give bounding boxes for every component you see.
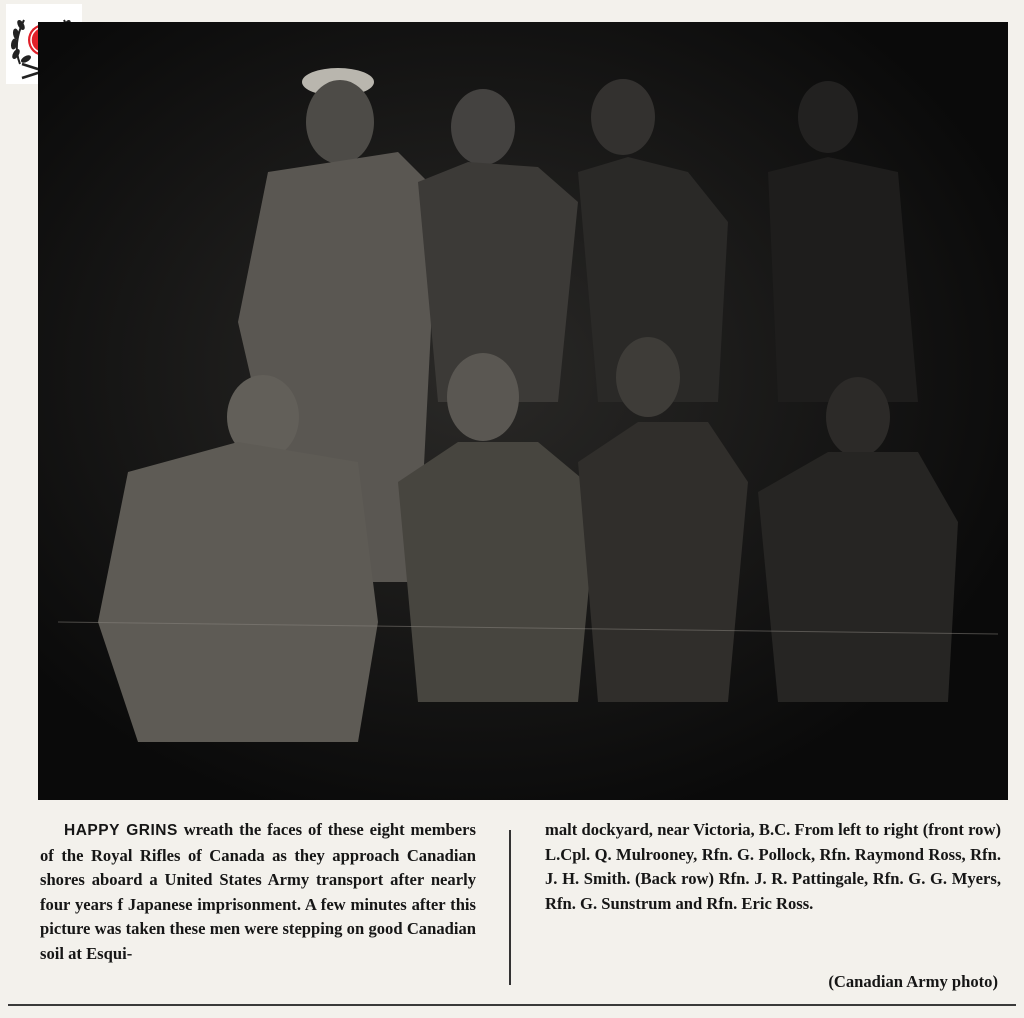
caption-right-column [545, 818, 1001, 916]
caption-left-column [40, 818, 476, 967]
photo-credit: (Canadian Army photo) [828, 972, 998, 991]
caption-right-text: malt dockyard, near Victoria, B.C. From left to right (front row) L.Cpl. Q. Mulrooney, Rfn. G. Pollock, Rfn. Raymond Ross, Rfn. J. H. Smith. (Back row) Rfn. J. R. Pattingale, Rfn. G. G. Myers, Rfn. G. Sunstrum and Rfn. Eric Ross. [545, 820, 1001, 913]
column-divider [509, 830, 511, 985]
caption-left-text: wreath the faces of these eight members of the Royal Rifles of Canada as they approach Canadian shores aboard a United States Army transport after nearly four years f Japanese imprisonment. A few minutes after this picture was taken these men were stepping on good Canadian soil at Esqui- [40, 820, 476, 963]
group-portrait-photo [38, 22, 1008, 800]
caption-lead: HAPPY GRINS [64, 822, 178, 839]
bottom-rule [8, 1004, 1016, 1006]
